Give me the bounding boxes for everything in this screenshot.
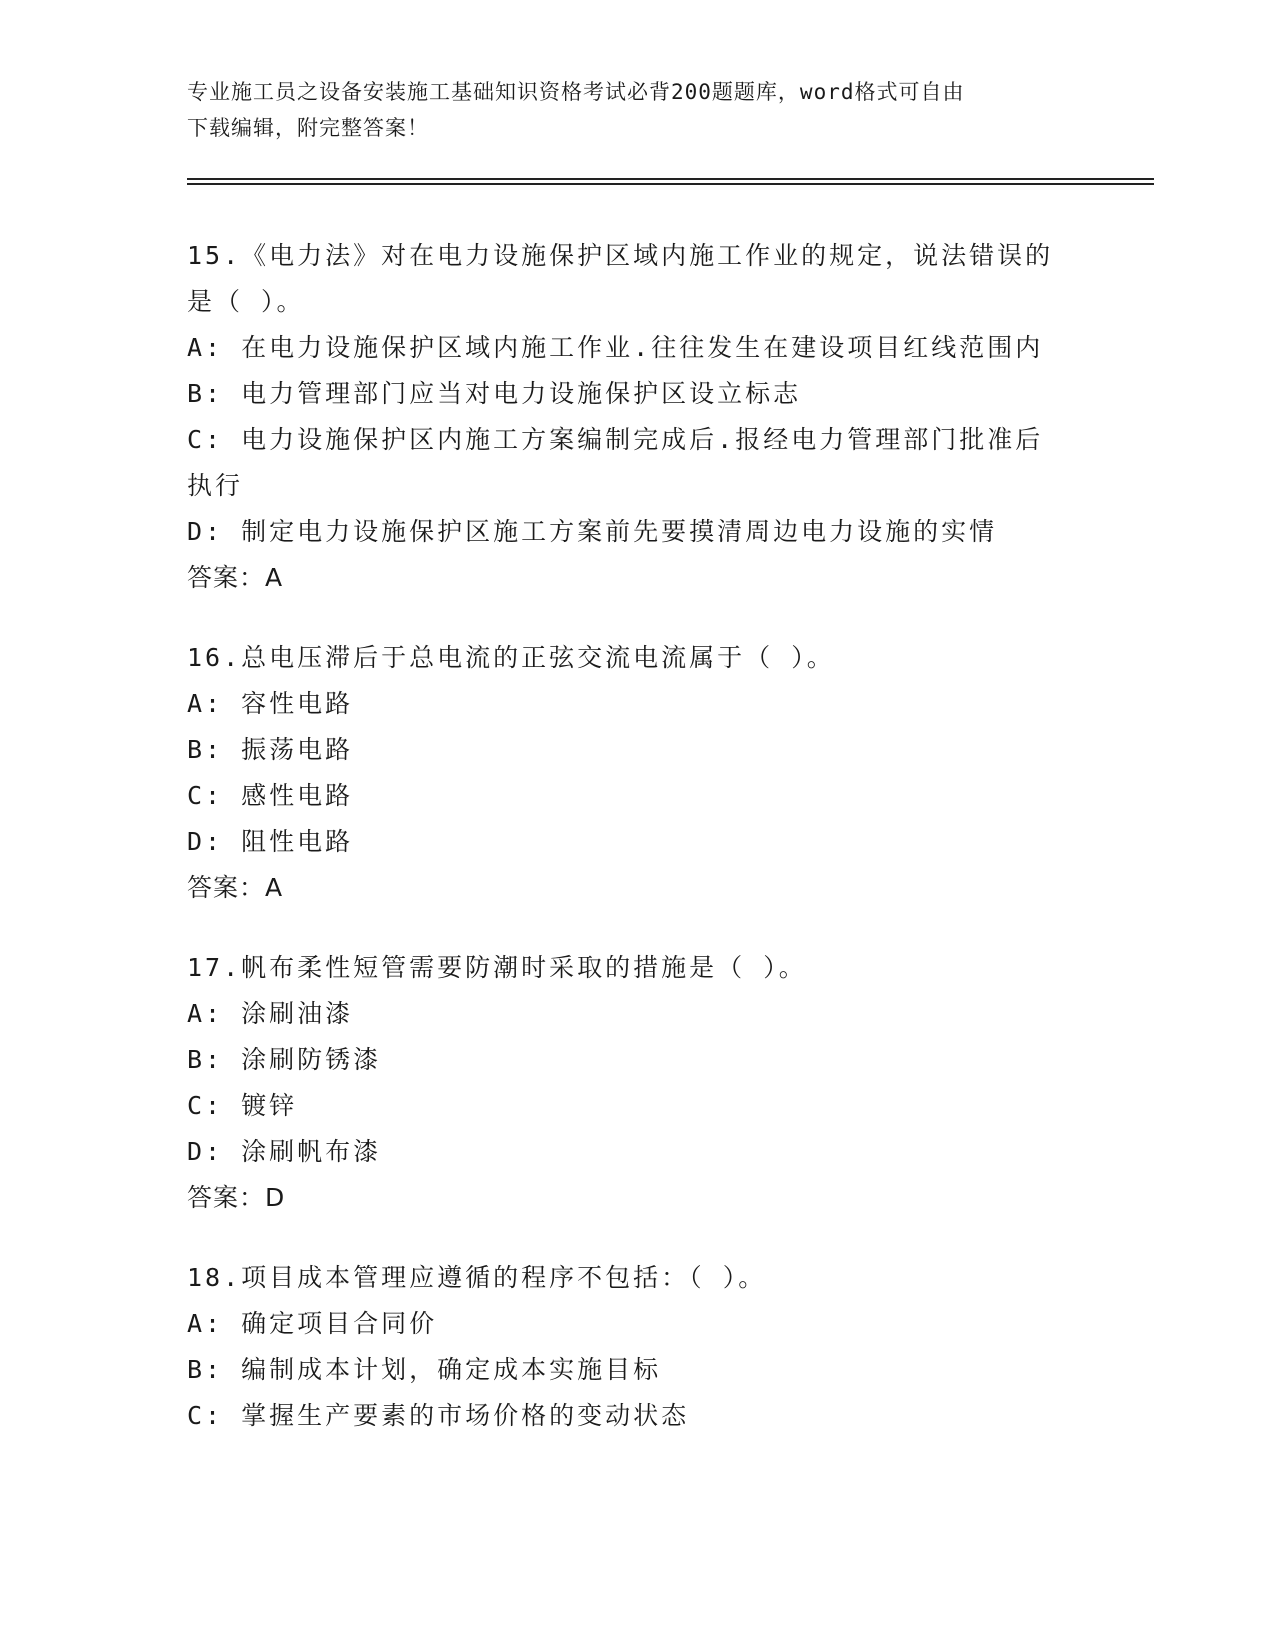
question-stem: 18.项目成本管理应遵循的程序不包括：（ ）。 [187, 1263, 767, 1292]
answer-option: A: 容性电路 [187, 689, 354, 718]
question-block [187, 233, 1087, 601]
answer-key: 答案：D [187, 1183, 286, 1212]
question-stem: 是（ ）。 [187, 287, 305, 316]
answer-key: 答案：A [187, 563, 284, 592]
answer-option: A: 在电力设施保护区域内施工作业.往往发生在建设项目红线范围内 [187, 333, 1044, 362]
answer-key: 答案：A [187, 873, 284, 902]
answer-option: 执行 [187, 471, 244, 500]
question-stem: 17.帆布柔性短管需要防潮时采取的措施是（ ）。 [187, 953, 807, 982]
header-rule-bottom [187, 183, 1154, 185]
answer-option: B: 振荡电路 [187, 735, 354, 764]
answer-option: D: 阻性电路 [187, 827, 354, 856]
header-line-2: 下载编辑，附完整答案！ [187, 116, 429, 140]
answer-option: C: 镀锌 [187, 1091, 298, 1120]
answer-option: C: 感性电路 [187, 781, 354, 810]
header-rule-top [187, 178, 1154, 180]
answer-option: D: 制定电力设施保护区施工方案前先要摸清周边电力设施的实情 [187, 517, 998, 546]
answer-option: A: 确定项目合同价 [187, 1309, 438, 1338]
answer-option: C: 电力设施保护区内施工方案编制完成后.报经电力管理部门批准后 [187, 425, 1044, 454]
answer-option: C: 掌握生产要素的市场价格的变动状态 [187, 1401, 690, 1430]
document-header [187, 74, 1067, 146]
header-line-1: 专业施工员之设备安装施工基础知识资格考试必背200题题库，word格式可自由 [187, 80, 965, 104]
question-list [187, 233, 1087, 1473]
question-block [187, 635, 1087, 911]
question-stem: 15.《电力法》对在电力设施保护区域内施工作业的规定，说法错误的 [187, 241, 1054, 270]
question-block [187, 945, 1087, 1221]
answer-option: D: 涂刷帆布漆 [187, 1137, 382, 1166]
question-stem: 16.总电压滞后于总电流的正弦交流电流属于（ ）。 [187, 643, 835, 672]
answer-option: A: 涂刷油漆 [187, 999, 354, 1028]
question-block [187, 1255, 1087, 1439]
answer-option: B: 涂刷防锈漆 [187, 1045, 382, 1074]
answer-option: B: 电力管理部门应当对电力设施保护区设立标志 [187, 379, 802, 408]
answer-option: B: 编制成本计划，确定成本实施目标 [187, 1355, 662, 1384]
